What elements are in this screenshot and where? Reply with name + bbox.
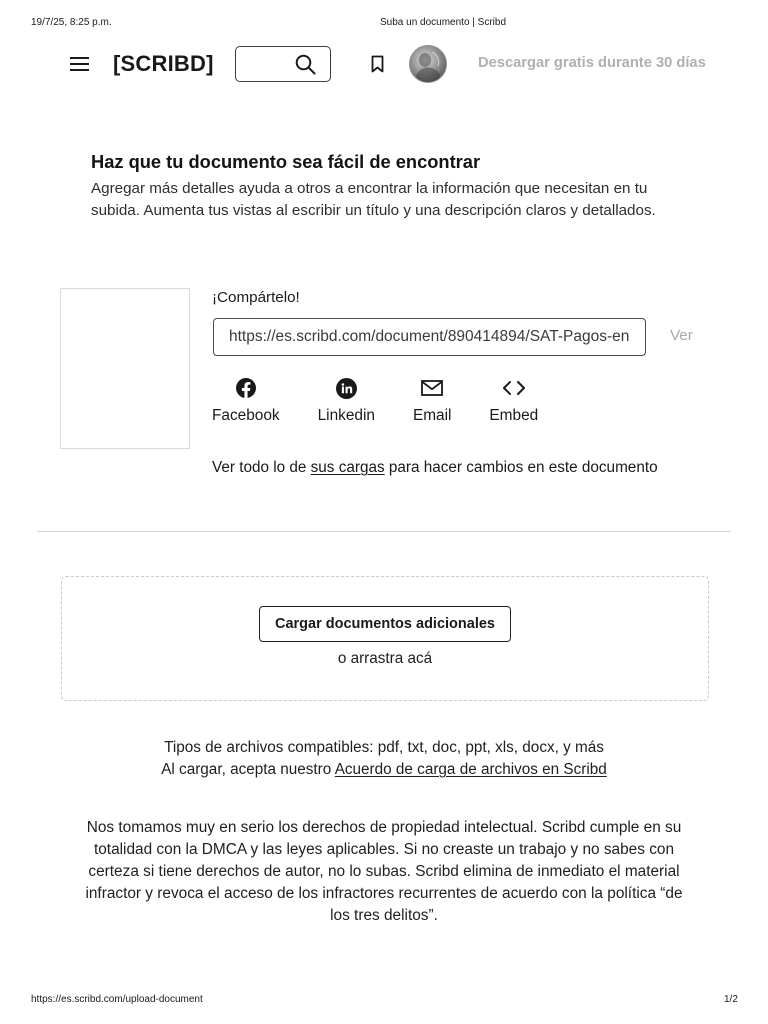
copyright-notice: Nos tomamos muy en serio los derechos de propiedad intelectual. Scribd cumple en su totalidad con la DMCA y las leyes aplicables. Si no creaste un trabajo y no sabes con certeza si tiene derechos de autor, no lo subas. Scribd elimina de inmediato el material infractor y revoca el acceso de los infractores recurrentes de acuerdo con la política “de los tres delitos”. bbox=[85, 819, 683, 924]
upload-more-documents-button[interactable]: Cargar documentos adicionales bbox=[259, 606, 511, 642]
linkedin-icon bbox=[336, 378, 357, 399]
uploads-note bbox=[212, 459, 658, 477]
uploads-note-text: Ver todo lo de bbox=[212, 459, 311, 476]
print-datetime: 19/7/25, 8:25 p.m. bbox=[31, 17, 112, 28]
share-label: Embed bbox=[489, 407, 539, 424]
share-label: Linkedin bbox=[317, 407, 375, 424]
hamburger-menu-icon bbox=[69, 56, 90, 72]
share-icon-wrap bbox=[502, 377, 526, 399]
drag-drop-hint: o arrastra acá bbox=[337, 650, 433, 667]
share-email[interactable] bbox=[413, 377, 451, 425]
supported-file-types: Tipos de archivos compatibles: pdf, txt, doc, ppt, xls, docx, y más bbox=[164, 739, 604, 756]
share-facebook[interactable] bbox=[212, 377, 280, 425]
search-box[interactable] bbox=[235, 46, 331, 82]
share-label: Email bbox=[412, 407, 452, 424]
share-linkedin[interactable] bbox=[318, 377, 375, 425]
share-options bbox=[212, 377, 538, 425]
upload-dropzone[interactable] bbox=[61, 576, 709, 701]
user-avatar[interactable] bbox=[409, 45, 447, 83]
view-document-button[interactable]: Ver bbox=[670, 327, 693, 344]
avatar-image bbox=[410, 46, 446, 82]
menu-button[interactable] bbox=[69, 56, 90, 72]
facebook-icon bbox=[236, 378, 256, 398]
bookmark-icon[interactable] bbox=[370, 55, 385, 73]
share-label: Facebook bbox=[212, 407, 280, 424]
intro-description: Agregar más detalles ayuda a otros a encontrar la información que necesitan en tu subida. Aumenta tus vistas al escribir un título y una descripción claros y detallados. bbox=[91, 180, 656, 219]
share-heading: ¡Compártelo! bbox=[212, 289, 300, 306]
upload-agreement-link[interactable]: Acuerdo de carga de archivos en Scribd bbox=[334, 761, 607, 778]
scribd-logo[interactable]: [SCRIBD] bbox=[113, 51, 214, 76]
share-embed[interactable] bbox=[489, 377, 538, 425]
print-page-number: 1/2 bbox=[724, 994, 738, 1005]
share-icon-wrap bbox=[236, 377, 256, 399]
document-thumbnail bbox=[60, 288, 190, 449]
free-trial-link[interactable]: Descargar gratis durante 30 días bbox=[478, 55, 706, 71]
embed-code-icon bbox=[502, 380, 526, 396]
my-uploads-link[interactable]: sus cargas bbox=[310, 459, 385, 476]
document-url-field[interactable] bbox=[213, 318, 646, 356]
page-title: Haz que tu documento sea fácil de encontrar bbox=[91, 151, 481, 172]
section-divider bbox=[37, 531, 731, 532]
search-icon[interactable] bbox=[295, 54, 316, 75]
upload-agreement-text: Al cargar, acepta nuestro bbox=[161, 761, 335, 778]
print-url: https://es.scribd.com/upload-document bbox=[31, 994, 203, 1005]
share-icon-wrap bbox=[336, 377, 357, 399]
uploads-note-text: para hacer cambios en este documento bbox=[384, 459, 658, 476]
print-page-title: Suba un documento | Scribd bbox=[380, 17, 507, 28]
email-icon bbox=[421, 380, 443, 396]
upload-agreement bbox=[0, 761, 768, 779]
share-icon-wrap bbox=[421, 377, 443, 399]
search-input[interactable] bbox=[236, 47, 292, 81]
